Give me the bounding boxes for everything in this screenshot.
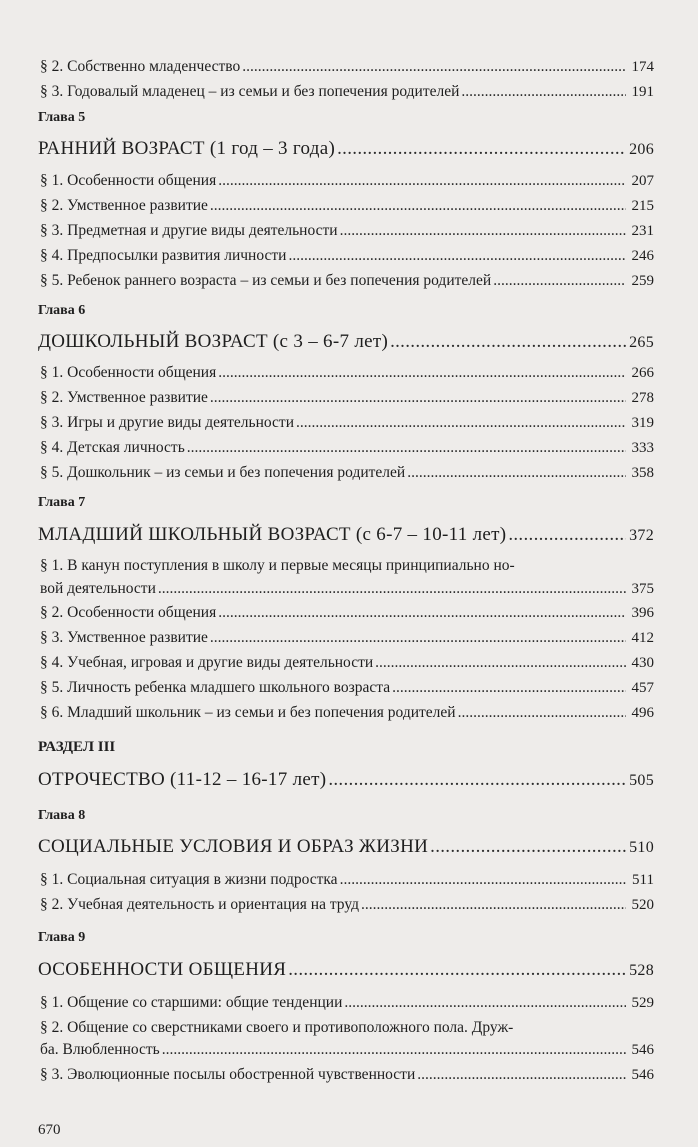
toc-entry-heading [38,769,654,791]
entry-page: 319 [631,415,654,431]
entry-page: 430 [631,655,654,671]
entry-title: § 4. Детская личность [40,439,185,456]
leader-dots [407,464,626,482]
entry-title: ДОШКОЛЬНЫЙ ВОЗРАСТ (с 3 – 6-7 лет) [38,331,389,352]
leader-dots [493,272,626,290]
entry-page: 259 [631,273,654,289]
entry-page: 396 [631,605,654,621]
entry-page: 265 [629,334,654,351]
entry-page: 191 [631,84,654,100]
leader-dots [296,414,626,432]
toc-entry-section [40,222,654,240]
toc-entry-section [40,364,654,382]
entry-title: § 4. Предпосылки развития личности [40,247,287,264]
leader-dots [187,439,626,457]
chapter-label: Глава 5 [38,110,86,125]
entry-title: § 1. Общение со старшими: общие тенденции [40,994,343,1011]
leader-dots [361,896,626,914]
entry-title: § 2. Умственное развитие [40,197,208,214]
leader-dots [375,654,626,672]
entry-page: 546 [631,1067,654,1083]
leader-dots [218,172,626,190]
entry-title: вой деятельности [40,580,156,597]
entry-page: 412 [631,630,654,646]
leader-dots [392,679,626,697]
entry-title-line1: § 2. Общение со сверстниками своего и противоположного пола. Друж- [40,1019,514,1036]
leader-dots [210,629,626,647]
toc-entry-section [40,1041,654,1059]
toc-entry-section [40,704,654,722]
chapter-label: Глава 6 [38,303,86,318]
entry-title: ба. Влюбленность [40,1041,160,1058]
toc-entry-heading [38,524,654,546]
leader-dots [430,836,626,858]
leader-dots [158,580,626,598]
entry-title: § 4. Учебная, игровая и другие виды деятельности [40,654,374,671]
leader-dots [344,994,626,1012]
entry-page: 529 [631,995,654,1011]
entry-title: § 5. Дошкольник – из семьи и без попечения родителей [40,464,406,481]
entry-title: § 1. Социальная ситуация в жизни подростка [40,871,338,888]
entry-title: СОЦИАЛЬНЫЕ УСЛОВИЯ И ОБРАЗ ЖИЗНИ [38,836,429,857]
part-label: РАЗДЕЛ III [38,739,116,755]
chapter-label: Глава 9 [38,930,86,945]
leader-dots [340,222,626,240]
entry-title-line1: § 1. В канун поступления в школу и первые месяцы принципиально но- [40,557,515,574]
toc-entry-heading [38,331,654,353]
entry-title: § 3. Эволюционные посылы обостренной чувственности [40,1066,416,1083]
entry-page: 246 [631,248,654,264]
entry-page: 496 [631,705,654,721]
leader-dots [288,959,626,981]
entry-title: ОТРОЧЕСТВО (11-12 – 16-17 лет) [38,769,327,790]
entry-page: 333 [631,440,654,456]
toc-entry-section [40,679,654,697]
leader-dots [461,83,626,101]
toc-entry-heading [38,959,654,981]
toc-entry-section [40,654,654,672]
entry-title: § 5. Личность ребенка младшего школьного возраста [40,679,391,696]
entry-page: 546 [631,1042,654,1058]
leader-dots [218,364,626,382]
entry-page: 266 [631,365,654,381]
entry-page: 206 [629,141,654,158]
leader-dots [218,604,626,622]
toc-entry-section [40,389,654,407]
toc-entry-section [40,994,654,1012]
entry-title: ОСОБЕННОСТИ ОБЩЕНИЯ [38,959,287,980]
chapter-label: Глава 8 [38,808,86,823]
toc-entry-section [40,580,654,598]
toc-entry-section [40,414,654,432]
leader-dots [390,331,626,353]
toc-entry-section [40,272,654,290]
entry-title: § 1. Особенности общения [40,364,217,381]
entry-page: 278 [631,390,654,406]
entry-title: § 3. Предметная и другие виды деятельности [40,222,338,239]
entry-title: § 2. Умственное развитие [40,389,208,406]
entry-page: 207 [631,173,654,189]
leader-dots [210,389,626,407]
page-number: 670 [38,1122,61,1138]
entry-title: § 1. Особенности общения [40,172,217,189]
entry-title: § 5. Ребенок раннего возраста – из семьи и без попечения родителей [40,272,492,289]
entry-title: РАННИЙ ВОЗРАСТ (1 год – 3 года) [38,138,336,159]
entry-page: 372 [629,527,654,544]
entry-page: 511 [632,872,654,888]
toc-entry-section [40,1066,654,1084]
toc-entry-heading [38,836,654,858]
entry-title: § 6. Младший школьник – из семьи и без попечения родителей [40,704,456,721]
entry-title: § 3. Годовалый младенец – из семьи и без попечения родителей [40,83,460,100]
leader-dots [340,871,626,889]
leader-dots [508,524,626,546]
entry-title: § 2. Учебная деятельность и ориентация на труд [40,896,360,913]
entry-title: § 3. Умственное развитие [40,629,208,646]
entry-page: 231 [631,223,654,239]
leader-dots [417,1066,626,1084]
chapter-label: Глава 7 [38,495,86,510]
entry-page: 174 [631,59,654,75]
toc-entry-section [40,172,654,190]
toc-entry-section [40,871,654,889]
entry-page: 215 [631,198,654,214]
leader-dots [337,138,626,160]
leader-dots [288,247,626,265]
entry-title: § 2. Особенности общения [40,604,217,621]
entry-title: § 2. Собственно младенчество [40,58,241,75]
toc-entry-section [40,58,654,76]
leader-dots [162,1041,626,1059]
leader-dots [458,704,626,722]
toc-entry-section [40,629,654,647]
entry-page: 505 [629,772,654,789]
entry-page: 520 [631,897,654,913]
entry-page: 510 [629,839,654,856]
entry-page: 528 [629,962,654,979]
toc-entry-section [40,197,654,215]
entry-page: 375 [631,581,654,597]
toc-entry-section [40,464,654,482]
toc-entry-section [40,604,654,622]
toc-entry-section [40,439,654,457]
entry-page: 358 [631,465,654,481]
toc-entry-heading [38,138,654,160]
toc-entry-section [40,247,654,265]
leader-dots [242,58,626,76]
entry-page: 457 [631,680,654,696]
entry-title: § 3. Игры и другие виды деятельности [40,414,294,431]
leader-dots [210,197,626,215]
toc-entry-section [40,83,654,101]
entry-title: МЛАДШИЙ ШКОЛЬНЫЙ ВОЗРАСТ (с 6-7 – 10-11 лет) [38,524,507,545]
toc-entry-section [40,896,654,914]
leader-dots [328,769,626,791]
